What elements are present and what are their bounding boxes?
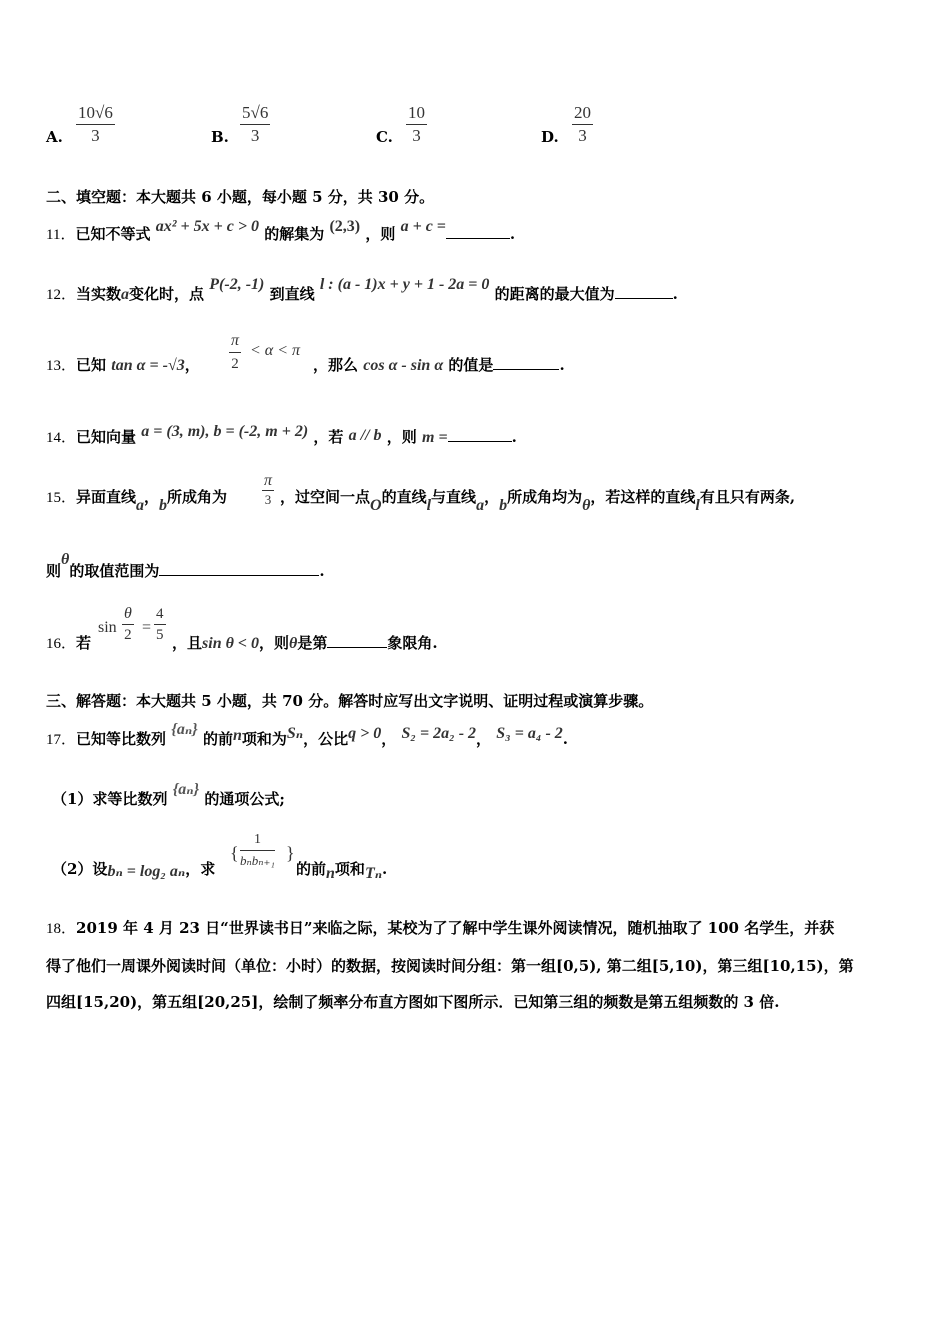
choice-b-numerator: 5√6 xyxy=(240,104,270,125)
q16-val-den: 5 xyxy=(156,627,164,643)
q17-condition-1: S₂ = 2a₂ - 2 xyxy=(401,725,477,742)
q14-text-3: ，则 xyxy=(386,428,417,446)
q11-interval: (2,3) xyxy=(329,218,361,235)
choice-c-denominator: 3 xyxy=(412,126,421,145)
q13-text-1: 已知 xyxy=(76,356,107,374)
q17-ratio: q > 0 xyxy=(348,725,382,742)
choice-a-label: A. xyxy=(46,128,63,146)
question-16 xyxy=(46,632,91,653)
q12-var-a: a xyxy=(121,286,130,303)
q16-text-4: 是第 xyxy=(297,634,328,652)
q16-theta-over-2 xyxy=(122,606,134,643)
question-11 xyxy=(46,218,516,244)
q15-theta: θ xyxy=(582,497,591,514)
q13-end: . xyxy=(559,356,565,374)
question-number: 16． xyxy=(46,636,77,652)
q16-eq: = xyxy=(142,619,152,636)
q17-part2-n: n xyxy=(326,865,335,882)
q15-text-3: ，过空间一点 xyxy=(280,488,371,506)
q17-part1-label: （1）求等比数列 xyxy=(52,790,168,808)
choice-a-fraction xyxy=(76,104,115,145)
q13-frac-num: π xyxy=(229,332,241,353)
answer-blank[interactable] xyxy=(446,224,510,239)
q11-inequality: ax² + 5x + c > 0 xyxy=(155,218,259,235)
q17-sum-s: Sₙ xyxy=(286,725,304,742)
question-number: 13． xyxy=(46,358,77,374)
answer-blank[interactable] xyxy=(159,561,319,576)
choice-c-fraction xyxy=(406,104,427,145)
choice-b-fraction xyxy=(240,104,270,145)
q16-sin-neg: sin θ < 0 xyxy=(202,635,260,652)
q15-text-7: ，若这样的直线 xyxy=(590,488,696,506)
q15-pi-over-3 xyxy=(262,474,274,507)
q15-line-l: l xyxy=(426,497,432,514)
q16-rest xyxy=(172,632,438,653)
q15-text-2: 所成角为 xyxy=(167,488,228,506)
question-number: 11． xyxy=(46,227,76,243)
q15-text-5: 与直线 xyxy=(431,488,477,506)
question-13 xyxy=(46,354,200,375)
q17-part2-brace-left: { xyxy=(230,843,239,863)
q15-line-l-2: l xyxy=(695,497,700,514)
q16-text-5: 象限角. xyxy=(387,634,438,652)
q17-part2-fraction xyxy=(240,832,275,869)
q17-part2-T: Tₙ xyxy=(364,865,383,882)
q17-part2-frac-den: bₙbₙ₊₁ xyxy=(240,853,275,868)
q13-text-3: 的值是 xyxy=(448,356,494,374)
q17-part2-text-3: 项和 xyxy=(334,860,365,878)
choice-b-denominator: 3 xyxy=(250,126,260,145)
q16-sin: sin xyxy=(98,619,117,636)
q18-text-line-1: 2019 年 4 月 23 日“世界读书日”来临之际，某校为了了解中学生课外阅读情况，随机抽取了 100 名学生，并获 xyxy=(76,919,835,937)
q15-sep-2: ， xyxy=(484,488,500,506)
q15-line2-text-2: 的取值范围为 xyxy=(69,562,160,580)
section-2-heading: 二、填空题：本大题共 6 小题，每小题 5 分，共 30 分。 xyxy=(46,188,435,206)
q13-rest xyxy=(313,354,565,375)
q17-part1-text: 的通项公式; xyxy=(204,790,285,808)
choice-d-numerator: 20 xyxy=(572,104,593,125)
q15-end: . xyxy=(319,562,325,580)
q13-range: < α < π xyxy=(250,342,301,359)
q17-condition-2: S₃ = a₄ - 2 xyxy=(496,725,563,742)
q16-four-fifths xyxy=(154,606,166,643)
q17-text-1: 已知等比数列 xyxy=(76,730,167,748)
q11-text-1: 已知不等式 xyxy=(75,225,151,243)
q16-frac-num: θ xyxy=(122,606,134,625)
question-number: 18． xyxy=(46,921,77,937)
question-number: 12． xyxy=(46,287,77,303)
q12-point: P(-2, -1) xyxy=(209,276,265,293)
q12-text-1: 当实数 xyxy=(76,285,122,303)
question-number: 17． xyxy=(46,732,77,748)
q17-part2-brace-right: } xyxy=(286,843,295,863)
choice-d-denominator: 3 xyxy=(578,126,587,145)
answer-blank[interactable] xyxy=(615,284,673,299)
q17-sequence: {aₙ} xyxy=(171,721,198,738)
q11-text-2: 的解集为 xyxy=(264,225,325,243)
question-14 xyxy=(46,423,517,447)
q15-frac-den: 3 xyxy=(264,492,272,507)
q17-part-2 xyxy=(52,858,215,879)
q15-a-2: a xyxy=(476,497,485,514)
question-number: 15． xyxy=(46,490,77,506)
q14-vectors: a = (3, m), b = (-2, m + 2) xyxy=(141,423,309,440)
q17-sep: ， xyxy=(381,730,397,748)
choice-a-numerator: 10√6 xyxy=(76,104,115,125)
q14-text-2: ，若 xyxy=(313,428,344,446)
q15-rest xyxy=(280,486,796,514)
q13-pi-over-2 xyxy=(229,332,241,373)
q11-text-3: ，则 xyxy=(365,225,396,243)
q13-frac-den: 2 xyxy=(231,356,239,372)
question-17 xyxy=(46,721,569,749)
question-18-line-2: 得了他们一周课外阅读时间（单位：小时）的数据，按阅读时间分组：第一组[0,5), 第二组[5,10)，第三组[10,15)，第 xyxy=(46,957,854,975)
q15-frac-num: π xyxy=(264,472,273,489)
q15-theta-2: θ xyxy=(61,551,70,568)
q17-part1-sequence: {aₙ} xyxy=(172,781,200,798)
q16-text-3: ，则 xyxy=(259,634,290,652)
q13-tan-expr: tan α = -√3 xyxy=(111,357,185,374)
q16-frac-den: 2 xyxy=(124,627,132,643)
q17-text-4: ，公比 xyxy=(303,730,349,748)
q14-parallel: a // b xyxy=(348,427,382,444)
q11-sum: a + c = xyxy=(400,218,446,235)
choice-c-numerator: 10 xyxy=(406,104,427,125)
answer-blank[interactable] xyxy=(448,427,512,442)
q13-cos-sin: cos α - sin α xyxy=(363,357,444,374)
q15-b-2: b xyxy=(499,497,508,514)
q16-theta: θ xyxy=(289,635,298,652)
choice-a-denominator: 3 xyxy=(91,126,100,145)
q14-end: . xyxy=(511,428,517,446)
q11-end: . xyxy=(509,225,516,243)
q12-end: . xyxy=(672,285,678,303)
q16-text-2: ，且 xyxy=(172,634,203,652)
q12-text-2: 变化时，点 xyxy=(129,285,205,303)
question-18-line-3: 四组[15,20)，第五组[20,25]，绘制了频率分布直方图如下图所示．已知第三组的频数是第五组频数的 3 倍. xyxy=(46,993,780,1011)
q13-comma: ， xyxy=(184,356,200,374)
question-12 xyxy=(46,276,678,304)
q17-text-2: 的前 xyxy=(202,730,233,748)
q15-text-8: 有且只有两条, xyxy=(699,488,796,506)
q16-val-num: 4 xyxy=(154,606,166,625)
q12-line: l : (a - 1)x + y + 1 - 2a = 0 xyxy=(319,276,490,293)
q17-sep-2: ， xyxy=(476,730,492,748)
choice-d-label: D. xyxy=(541,128,559,146)
q15-text-1: 异面直线 xyxy=(76,488,137,506)
q15-text-6: 所成角均为 xyxy=(507,488,583,506)
q17-text-3: 项和为 xyxy=(241,730,287,748)
q15-sep: ， xyxy=(144,488,160,506)
q15-a: a xyxy=(136,497,145,514)
q15-text-4: 的直线 xyxy=(381,488,427,506)
q17-part2-rest xyxy=(296,858,388,882)
q17-part2-label: （2）设 xyxy=(52,860,108,878)
q17-part2-frac-num: 1 xyxy=(240,832,275,851)
q14-text-1: 已知向量 xyxy=(76,428,137,446)
q16-text-1: 若 xyxy=(76,634,92,652)
q17-part2-end: . xyxy=(382,860,388,878)
answer-blank[interactable] xyxy=(327,633,387,648)
q17-n: n xyxy=(232,727,242,744)
question-number: 14． xyxy=(46,430,77,446)
q15-b: b xyxy=(159,497,168,514)
q15-line-2 xyxy=(46,551,325,581)
question-15 xyxy=(46,486,228,514)
choice-c-label: C. xyxy=(376,128,393,146)
question-18-line-1 xyxy=(46,917,834,938)
q17-end: . xyxy=(562,730,569,748)
choice-d-fraction xyxy=(572,104,593,145)
answer-blank[interactable] xyxy=(493,355,559,370)
q13-text-2: ，那么 xyxy=(313,356,359,374)
choice-b-label: B. xyxy=(211,128,229,146)
q17-part2-text-1: ，求 xyxy=(185,860,216,878)
q12-text-3: 到直线 xyxy=(269,285,315,303)
section-3-heading: 三、解答题：本大题共 5 小题，共 70 分。解答时应写出文字说明、证明过程或演算步骤。 xyxy=(46,692,654,710)
q12-text-4: 的距离的最大值为 xyxy=(494,285,615,303)
q14-m-eq: m = xyxy=(422,429,448,446)
q17-part-1 xyxy=(52,781,285,809)
q15-point-o: O xyxy=(370,497,382,514)
q17-part2-text-2: 的前 xyxy=(296,860,327,878)
q15-line2-text-1: 则 xyxy=(46,562,62,580)
q17-part2-def: bₙ = log₂ aₙ xyxy=(107,863,186,880)
